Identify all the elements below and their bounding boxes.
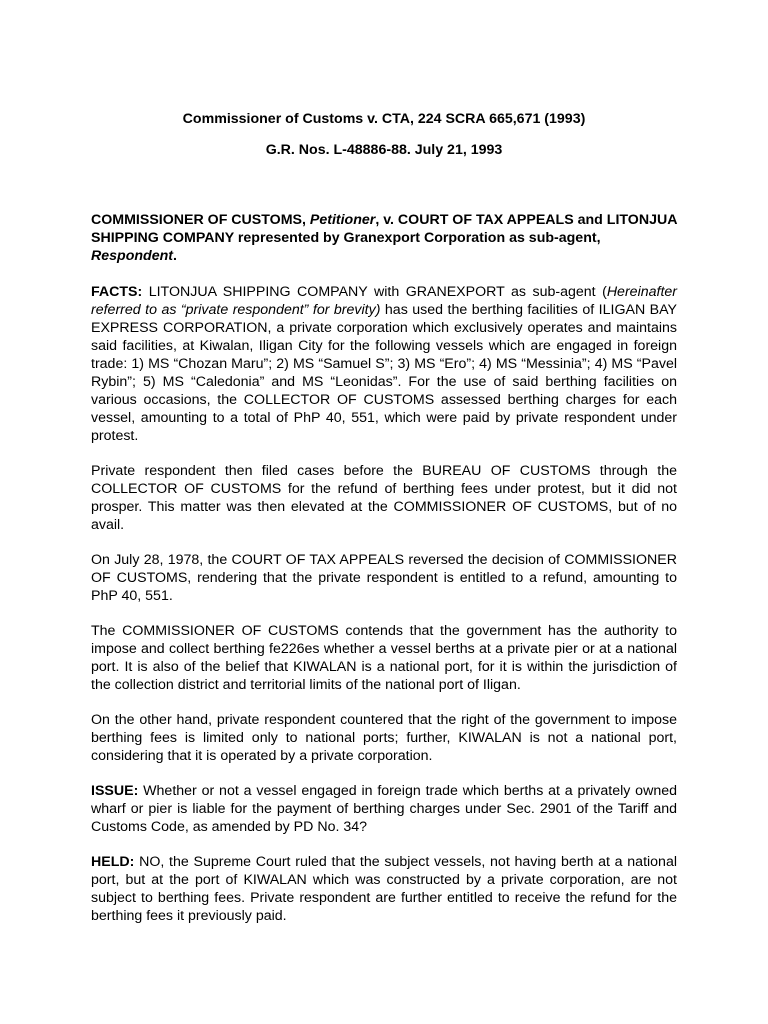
paragraph-respondent-counter: On the other hand, private respondent countered that the right of the government to impose berthing fees is limited only to national ports; further, KIWALAN is not a national port, considering that it is operated by a private corporation. — [91, 712, 677, 764]
facts-text-1: LITONJUA SHIPPING COMPANY with GRANEXPORT as sub-agent ( — [142, 284, 607, 300]
paragraph-cta-decision: On July 28, 1978, the COURT OF TAX APPEALS reversed the decision of COMMISSIONER OF CUSTOMS, rendering that the private respondent is entitled to a refund, amounting to PhP 40, 551. — [91, 552, 677, 604]
petitioner-role: Petitioner — [309, 212, 376, 228]
case-parties — [91, 211, 677, 265]
parties-end: . — [172, 248, 177, 264]
facts-paragraph — [91, 283, 677, 445]
issue-paragraph — [91, 782, 677, 836]
parties-middle: , v. COURT OF TAX APPEALS and LITONJUA SHIPPING COMPANY represented by Granexport Corporation as sub-agent, — [91, 212, 677, 246]
issue-text: Whether or not a vessel engaged in foreign trade which berths at a privately owned wharf or pier is liable for the payment of berthing charges under Sec. 2901 of the Tariff and Customs Code, as amended by PD No. 34? — [91, 783, 677, 835]
held-text: NO, the Supreme Court ruled that the subject vessels, not having berth at a national port, but at the port of KIWALAN which was constructed by a private corporation, are not subject to berthing fees. Private respondent are further entitled to receive the refund for the berthing fees it previously paid. — [91, 854, 677, 924]
paragraph-refund-cases: Private respondent then filed cases before the BUREAU OF CUSTOMS through the COLLECTOR OF CUSTOMS for the refund of berthing fees under protest, but it did not prosper. This matter was then elevated at the COMMISSIONER OF CUSTOMS, but of no avail. — [91, 463, 677, 533]
case-gr-number: G.R. Nos. L-48886-88. July 21, 1993 — [265, 142, 503, 158]
issue-label: ISSUE: — [91, 783, 139, 799]
case-citation-title: Commissioner of Customs v. CTA, 224 SCRA 665,671 (1993) — [182, 111, 586, 127]
facts-italic-note: Hereinafter referred to as “private respondent” for brevity) — [91, 284, 677, 318]
facts-text-2: has used the berthing facilities of ILIGAN BAY EXPRESS CORPORATION, a private corporation which exclusively operates and maintains said facilities, at Kiwalan, Iligan City for the following vessels which are engaged in foreign trade: 1) MS “Chozan Maru”; 2) MS “Samuel S”; 3) MS “Ero”; 4) MS “Messinia”; 4) MS “Pavel Rybin”; 5) MS “Caledonia” and MS “Leonidas”. For the use of said berthing facilities on various occasions, the COLLECTOR OF CUSTOMS assessed berthing charges for each vessel, amounting to a total of PhP 40, 551, which were paid by private respondent under protest. — [91, 302, 677, 444]
facts-label: FACTS: — [91, 284, 143, 300]
paragraph-commissioner-contention: The COMMISSIONER OF CUSTOMS contends that the government has the authority to impose and collect berthing fe226es whether a vessel berths at a private pier or at a national port. It is also of the belief that KIWALAN is a national port, for it is within the jurisdiction of the collection district and territorial limits of the national port of Iligan. — [91, 623, 677, 693]
document-body — [91, 211, 677, 942]
held-label: HELD: — [91, 854, 135, 870]
petitioner-name: COMMISSIONER OF CUSTOMS, — [91, 212, 310, 228]
respondent-role: Respondent — [91, 248, 173, 264]
held-paragraph — [91, 853, 677, 925]
